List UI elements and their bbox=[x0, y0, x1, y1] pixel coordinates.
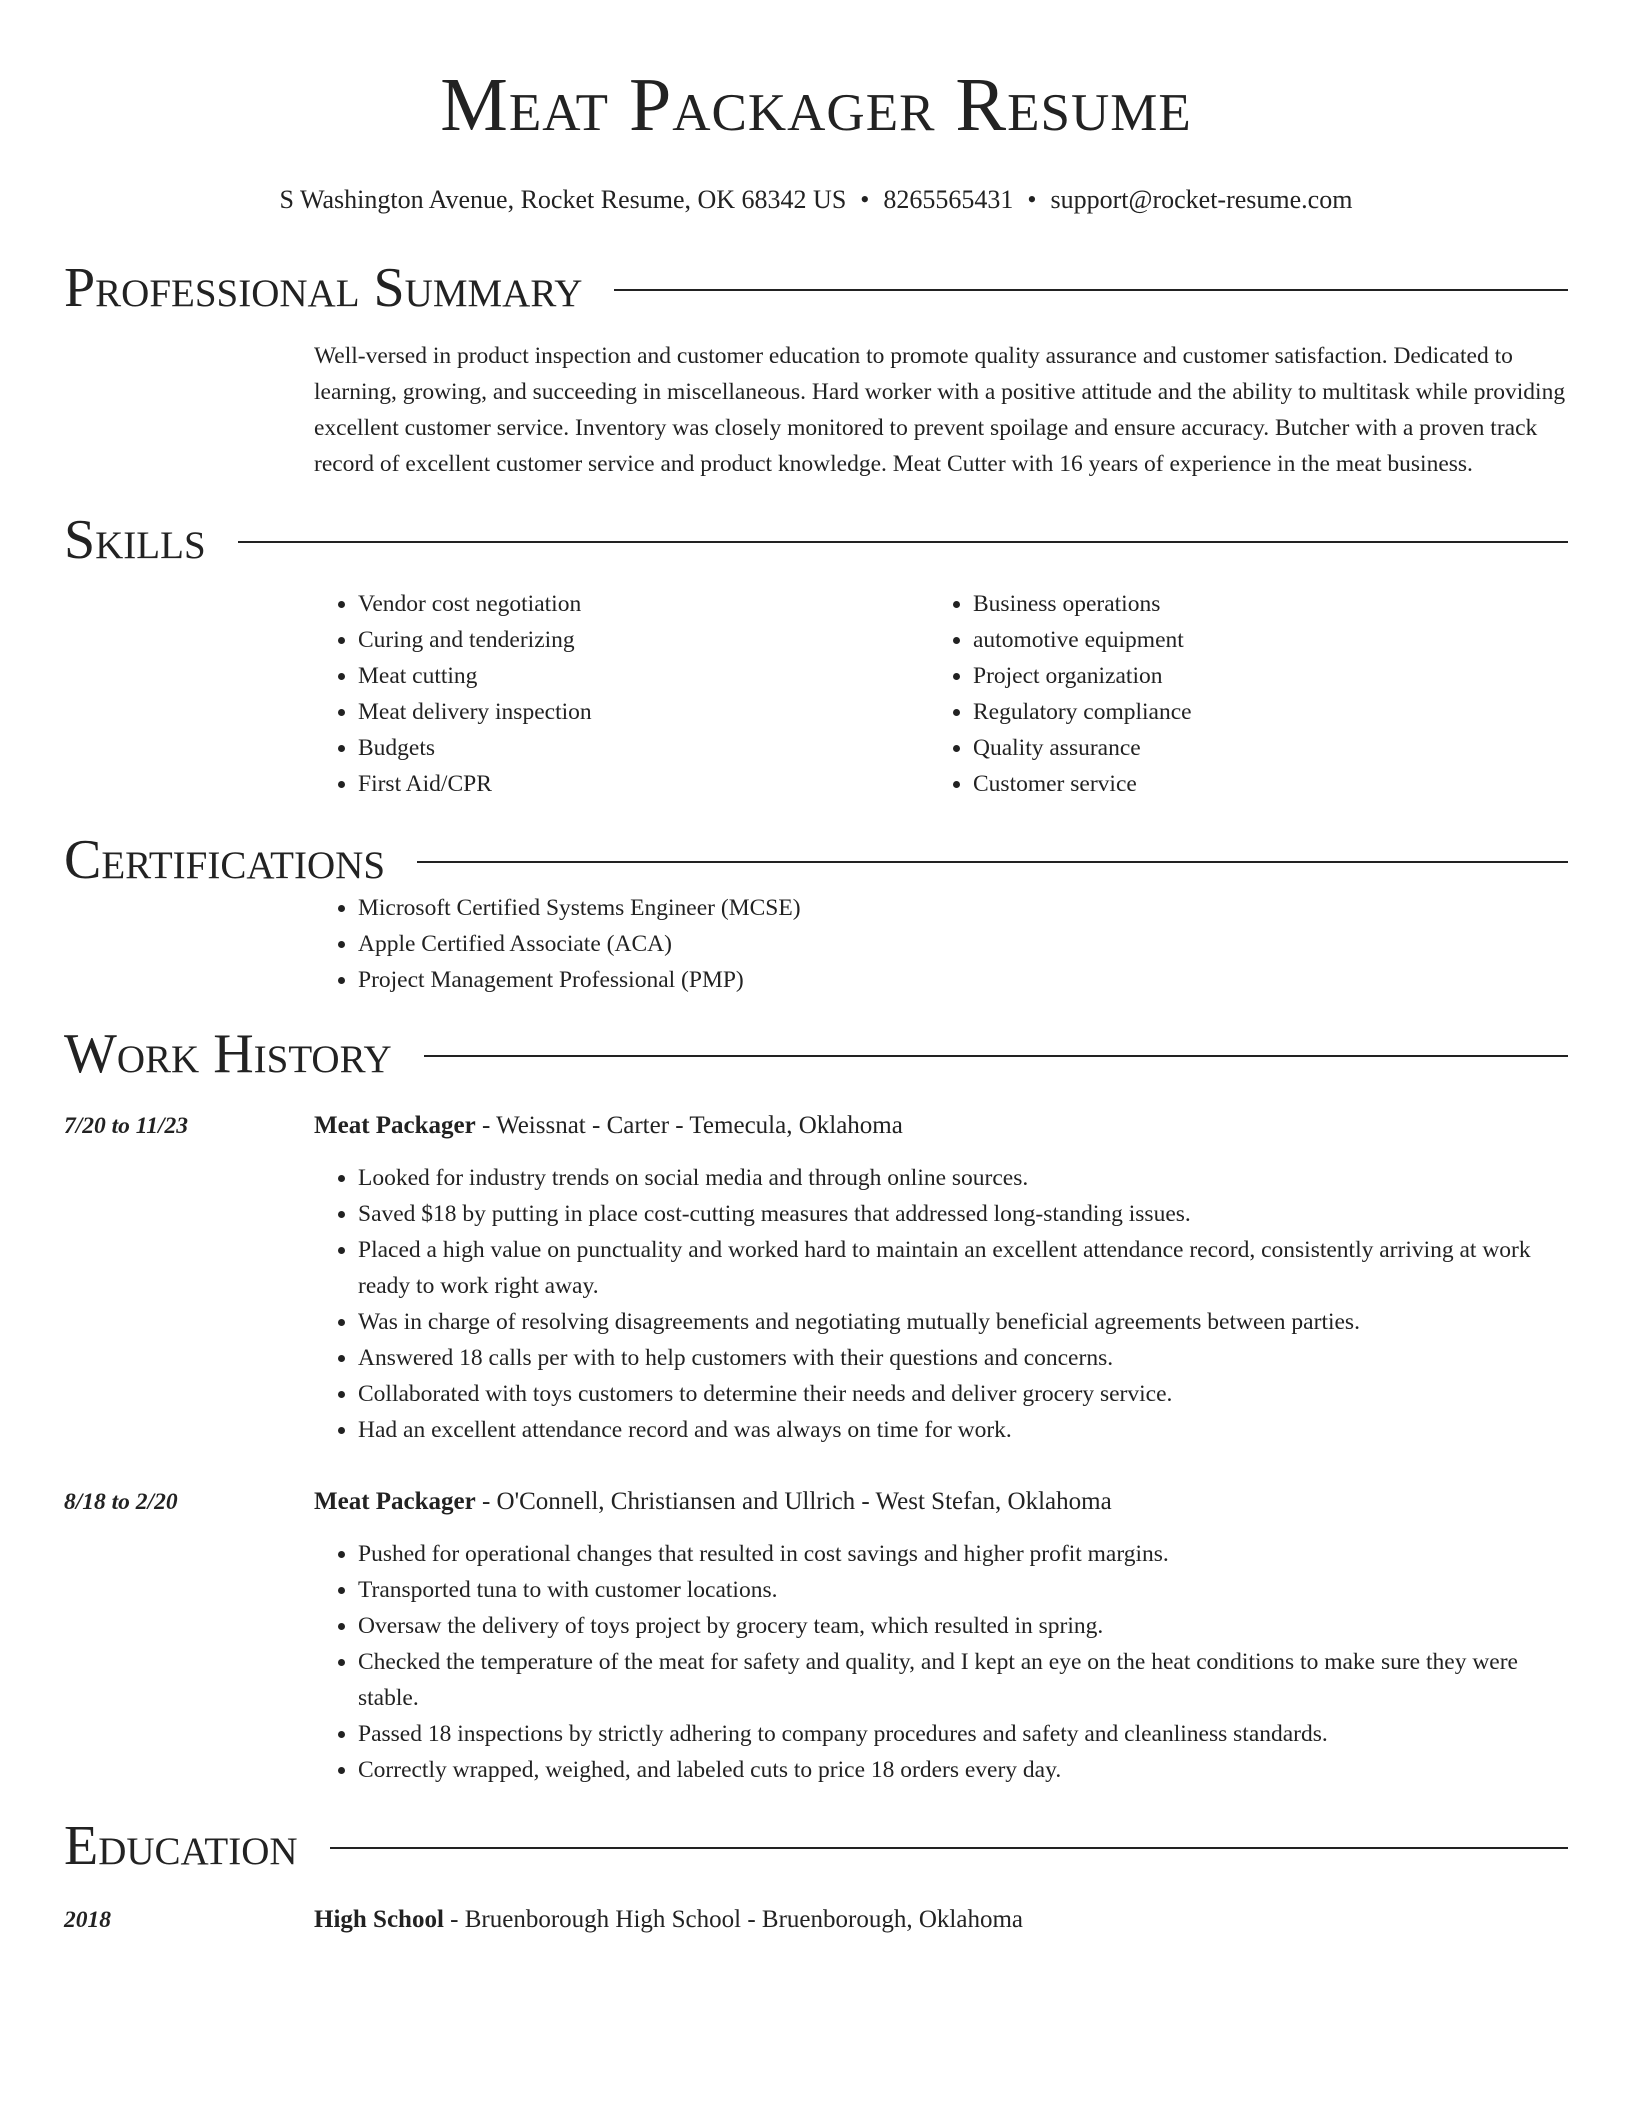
skill-item: • Vendor cost negotiation bbox=[358, 586, 929, 622]
skills-grid bbox=[314, 586, 1568, 802]
section-divider bbox=[424, 1055, 1568, 1057]
contact-separator: • bbox=[1027, 185, 1037, 214]
education-degree: High School bbox=[314, 1906, 444, 1933]
skills-section bbox=[314, 586, 1568, 802]
work-history-heading-row bbox=[64, 1024, 1568, 1084]
skill-item: • Meat cutting bbox=[358, 658, 929, 694]
certifications-list bbox=[314, 890, 1568, 998]
job-bullet: • Correctly wrapped, weighed, and labeled cuts to price 18 orders every day. bbox=[358, 1752, 1568, 1788]
job-bullet: • Looked for industry trends on social media and through online sources. bbox=[358, 1160, 1568, 1196]
job-title-line bbox=[314, 1484, 1568, 1520]
job-role: Meat Packager bbox=[314, 1112, 476, 1139]
summary-heading: Professional Summary bbox=[64, 257, 583, 319]
contact-address: S Washington Avenue, Rocket Resume, OK 68342 US bbox=[279, 185, 847, 214]
skill-item: • Customer service bbox=[973, 766, 1544, 802]
skills-column-right bbox=[929, 586, 1544, 802]
job-bullet: • Had an excellent attendance record and was always on time for work. bbox=[358, 1412, 1568, 1448]
skill-item: • Meat delivery inspection bbox=[358, 694, 929, 730]
certifications-section bbox=[314, 890, 1568, 998]
job-bullets bbox=[314, 1536, 1568, 1788]
skill-item: • Regulatory compliance bbox=[973, 694, 1544, 730]
job-bullet: • Placed a high value on punctuality and worked hard to maintain an excellent attendance record, consistently arriving at work ready to work right away. bbox=[358, 1232, 1568, 1304]
job-bullet: • Collaborated with toys customers to determine their needs and deliver grocery service. bbox=[358, 1376, 1568, 1412]
job-bullet: • Saved $18 by putting in place cost-cutting measures that addressed long-standing issues. bbox=[358, 1196, 1568, 1232]
summary-text: Well-versed in product inspection and customer education to promote quality assurance and customer satisfaction. Dedicated to learning, growing, and succeeding in miscellaneous. Hard worker with a positive attitude and the ability to multitask while providing excellent customer service. Inventory was closely monitored to prevent spoilage and ensure accuracy. Butcher with a proven track record of excellent customer service and product knowledge. Meat Cutter with 16 years of experience in the meat business. bbox=[314, 343, 1566, 477]
education-school: - Bruenborough High School - Bruenborough, Oklahoma bbox=[443, 1906, 1023, 1933]
education-entry bbox=[64, 1902, 1568, 1938]
skills-list-left bbox=[314, 586, 929, 802]
education-year: 2018 bbox=[64, 1907, 111, 1933]
section-divider bbox=[330, 1847, 1568, 1849]
job-dates: 7/20 to 11/23 bbox=[64, 1113, 189, 1139]
skill-item: • Project organization bbox=[973, 658, 1544, 694]
job-role: Meat Packager bbox=[314, 1488, 476, 1515]
certifications-heading-row bbox=[64, 830, 1568, 890]
job-title-line bbox=[314, 1108, 1568, 1144]
skill-item: • automotive equipment bbox=[973, 622, 1544, 658]
skills-list-right bbox=[929, 586, 1544, 802]
education-heading: Education bbox=[64, 1815, 298, 1877]
education-title-line bbox=[314, 1902, 1023, 1938]
skill-item: • Curing and tenderizing bbox=[358, 622, 929, 658]
job-bullets bbox=[314, 1160, 1568, 1448]
section-divider bbox=[238, 541, 1568, 543]
job-bullet: • Checked the temperature of the meat for safety and quality, and I kept an eye on the heat conditions to make sure they were stable. bbox=[358, 1644, 1568, 1716]
job-bullet: • Was in charge of resolving disagreements and negotiating mutually beneficial agreements between parties. bbox=[358, 1304, 1568, 1340]
job-employer: - O'Connell, Christiansen and Ullrich - West Stefan, Oklahoma bbox=[475, 1488, 1112, 1515]
work-history-heading: Work History bbox=[64, 1023, 392, 1085]
contact-line bbox=[64, 184, 1568, 216]
skills-column-left bbox=[314, 586, 929, 802]
contact-separator: • bbox=[860, 185, 870, 214]
skills-heading: Skills bbox=[64, 509, 206, 571]
summary-section bbox=[314, 338, 1568, 482]
skill-item: • Business operations bbox=[973, 586, 1544, 622]
certifications-heading: Certifications bbox=[64, 829, 386, 891]
skill-item: • Quality assurance bbox=[973, 730, 1544, 766]
skill-item: • Budgets bbox=[358, 730, 929, 766]
certification-item: • Microsoft Certified Systems Engineer (MCSE) bbox=[358, 890, 1568, 926]
certification-item: • Project Management Professional (PMP) bbox=[358, 962, 1568, 998]
resume-title: Meat Packager Resume bbox=[440, 63, 1192, 147]
job-bullet: • Answered 18 calls per with to help customers with their questions and concerns. bbox=[358, 1340, 1568, 1376]
section-divider bbox=[417, 861, 1568, 863]
job-bullet: • Transported tuna to with customer locations. bbox=[358, 1572, 1568, 1608]
contact-phone: 8265565431 bbox=[883, 185, 1014, 214]
job-entry bbox=[64, 1108, 1568, 1448]
summary-heading-row bbox=[64, 258, 1568, 318]
job-dates: 8/18 to 2/20 bbox=[64, 1489, 178, 1515]
job-employer: - Weissnat - Carter - Temecula, Oklahoma bbox=[475, 1112, 903, 1139]
job-entry bbox=[64, 1484, 1568, 1788]
job-detail bbox=[314, 1108, 1568, 1448]
section-divider bbox=[614, 289, 1568, 291]
job-bullet: • Oversaw the delivery of toys project by grocery team, which resulted in spring. bbox=[358, 1608, 1568, 1644]
education-heading-row bbox=[64, 1816, 1568, 1876]
job-detail bbox=[314, 1484, 1568, 1788]
job-bullet: • Pushed for operational changes that resulted in cost savings and higher profit margins. bbox=[358, 1536, 1568, 1572]
contact-email: support@rocket-resume.com bbox=[1050, 185, 1353, 214]
skills-heading-row bbox=[64, 510, 1568, 570]
certification-item: • Apple Certified Associate (ACA) bbox=[358, 926, 1568, 962]
resume-page bbox=[64, 0, 1568, 1938]
job-bullet: • Passed 18 inspections by strictly adhering to company procedures and safety and cleanliness standards. bbox=[358, 1716, 1568, 1752]
skill-item: • First Aid/CPR bbox=[358, 766, 929, 802]
